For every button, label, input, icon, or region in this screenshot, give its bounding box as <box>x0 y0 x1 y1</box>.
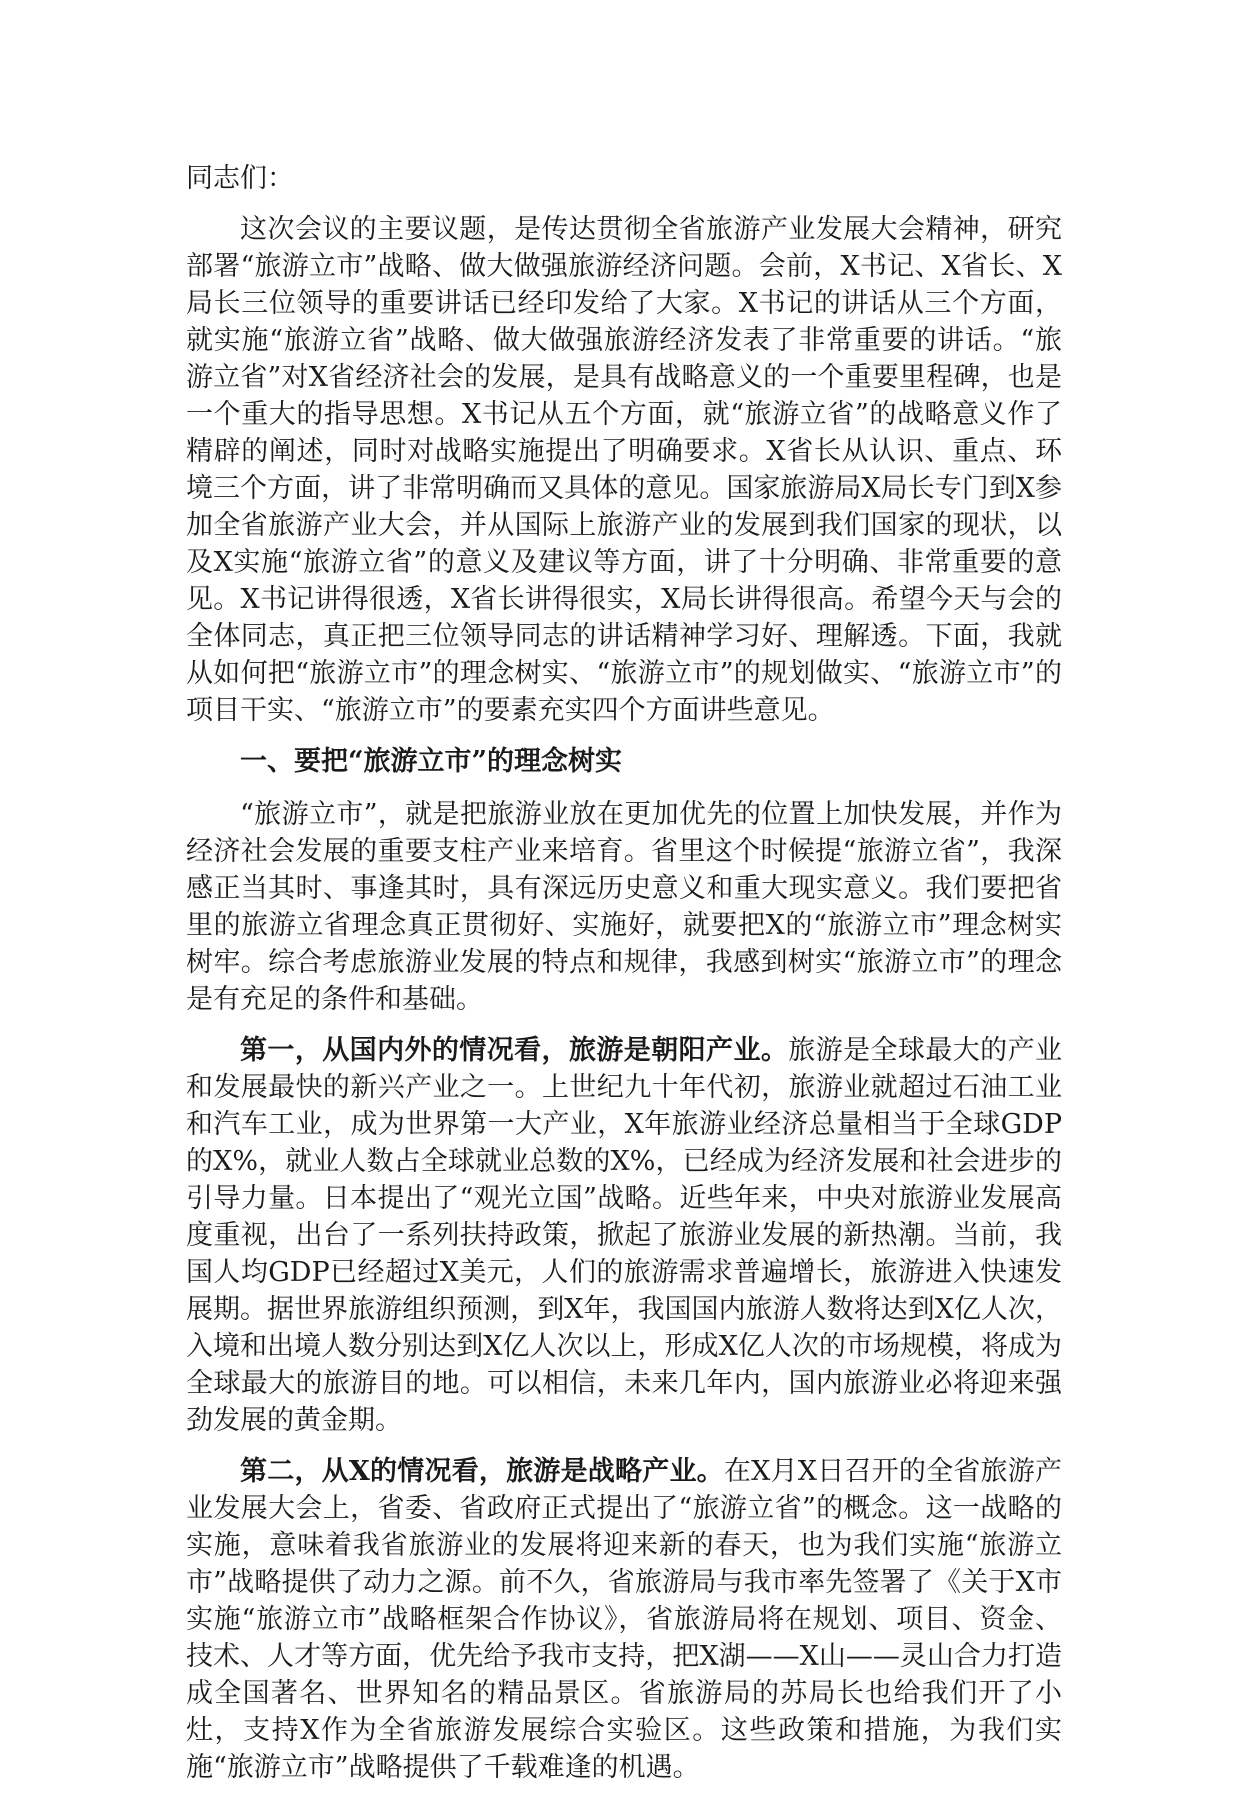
document-page <box>186 160 1062 1800</box>
section-heading-1: 一、要把“旅游立市”的理念树实 <box>240 746 623 777</box>
point-2-body: 在X月X日召开的全省旅游产业发展大会上，省委、省政府正式提出了“旅游立省”的概念。这一战略的实施，意味着我省旅游业的发展将迎来新的春天，也为我们实施“旅游立市”战略提供了动力之源。前不久，省旅游局与我市率先签署了《关于X市实施“旅游立市”战略框架合作协议》，省旅游局将在规划、项目、资金、技术、人才等方面，优先给予我市支持，把X湖——X山——灵山合力打造成全国著名、世界知名的精品景区。省旅游局的苏局长也给我们开了小灶，支持X作为全省旅游发展综合实验区。这些政策和措施，为我们实施“旅游立市”战略提供了千载难逢的机遇。 <box>186 1456 1062 1783</box>
point-1-paragraph <box>186 1032 1062 1439</box>
intro-paragraph: 这次会议的主要议题，是传达贯彻全省旅游产业发展大会精神，研究部署“旅游立市”战略、做大做强旅游经济问题。会前，X书记、X省长、X局长三位领导的重要讲话已经印发给了大家。X书记的讲话从三个方面，就实施“旅游立省”战略、做大做强旅游经济发表了非常重要的讲话。“旅游立省”对X省经济社会的发展，是具有战略意义的一个重要里程碑，也是一个重大的指导思想。X书记从五个方面，就“旅游立省”的战略意义作了精辟的阐述，同时对战略实施提出了明确要求。X省长从认识、重点、环境三个方面，讲了非常明确而又具体的意见。国家旅游局X局长专门到X参加全省旅游产业大会，并从国际上旅游产业的发展到我们国家的现状，以及X实施“旅游立省”的意义及建议等方面，讲了十分明确、非常重要的意见。X书记讲得很透，X省长讲得很实，X局长讲得很高。希望今天与会的全体同志，真正把三位领导同志的讲话精神学习好、理解透。下面，我就从如何把“旅游立市”的理念树实、“旅游立市”的规划做实、“旅游立市”的项目干实、“旅游立市”的要素充实四个方面讲些意见。 <box>186 214 1062 726</box>
point-1-body: 旅游是全球最大的产业和发展最快的新兴产业之一。上世纪九十年代初，旅游业就超过石油工业和汽车工业，成为世界第一大产业，X年旅游业经济总量相当于全球GDP的X%，就业人数占全球就业总数的X%，已经成为经济发展和社会进步的引导力量。日本提出了“观光立国”战略。近些年来，中央对旅游业发展高度重视，出台了一系列扶持政策，掀起了旅游业发展的新热潮。当前，我国人均GDP已经超过X美元，人们的旅游需求普遍增长，旅游进入快速发展期。据世界旅游组织预测，到X年，我国国内旅游人数将达到X亿人次，入境和出境人数分别达到X亿人次以上，形成X亿人次的市场规模，将成为全球最大的旅游目的地。可以相信，未来几年内，国内旅游业必将迎来强劲发展的黄金期。 <box>186 1035 1063 1436</box>
salutation: 同志们： <box>186 163 294 194</box>
point-2-lead: 第二，从X的情况看，旅游是战略产业。 <box>240 1456 724 1487</box>
section1-intro-paragraph: “旅游立市”，就是把旅游业放在更加优先的位置上加快发展，并作为经济社会发展的重要支柱产业来培育。省里这个时候提“旅游立省”，我深感正当其时、事逢其时，具有深远历史意义和重大现实意义。我们要把省里的旅游立省理念真正贯彻好、实施好，就要把X的“旅游立市”理念树实树牢。综合考虑旅游业发展的特点和规律，我感到树实“旅游立市”的理念是有充足的条件和基础。 <box>186 799 1062 1015</box>
point-2-paragraph <box>186 1453 1062 1786</box>
point-1-lead: 第一，从国内外的情况看，旅游是朝阳产业。 <box>240 1035 789 1066</box>
